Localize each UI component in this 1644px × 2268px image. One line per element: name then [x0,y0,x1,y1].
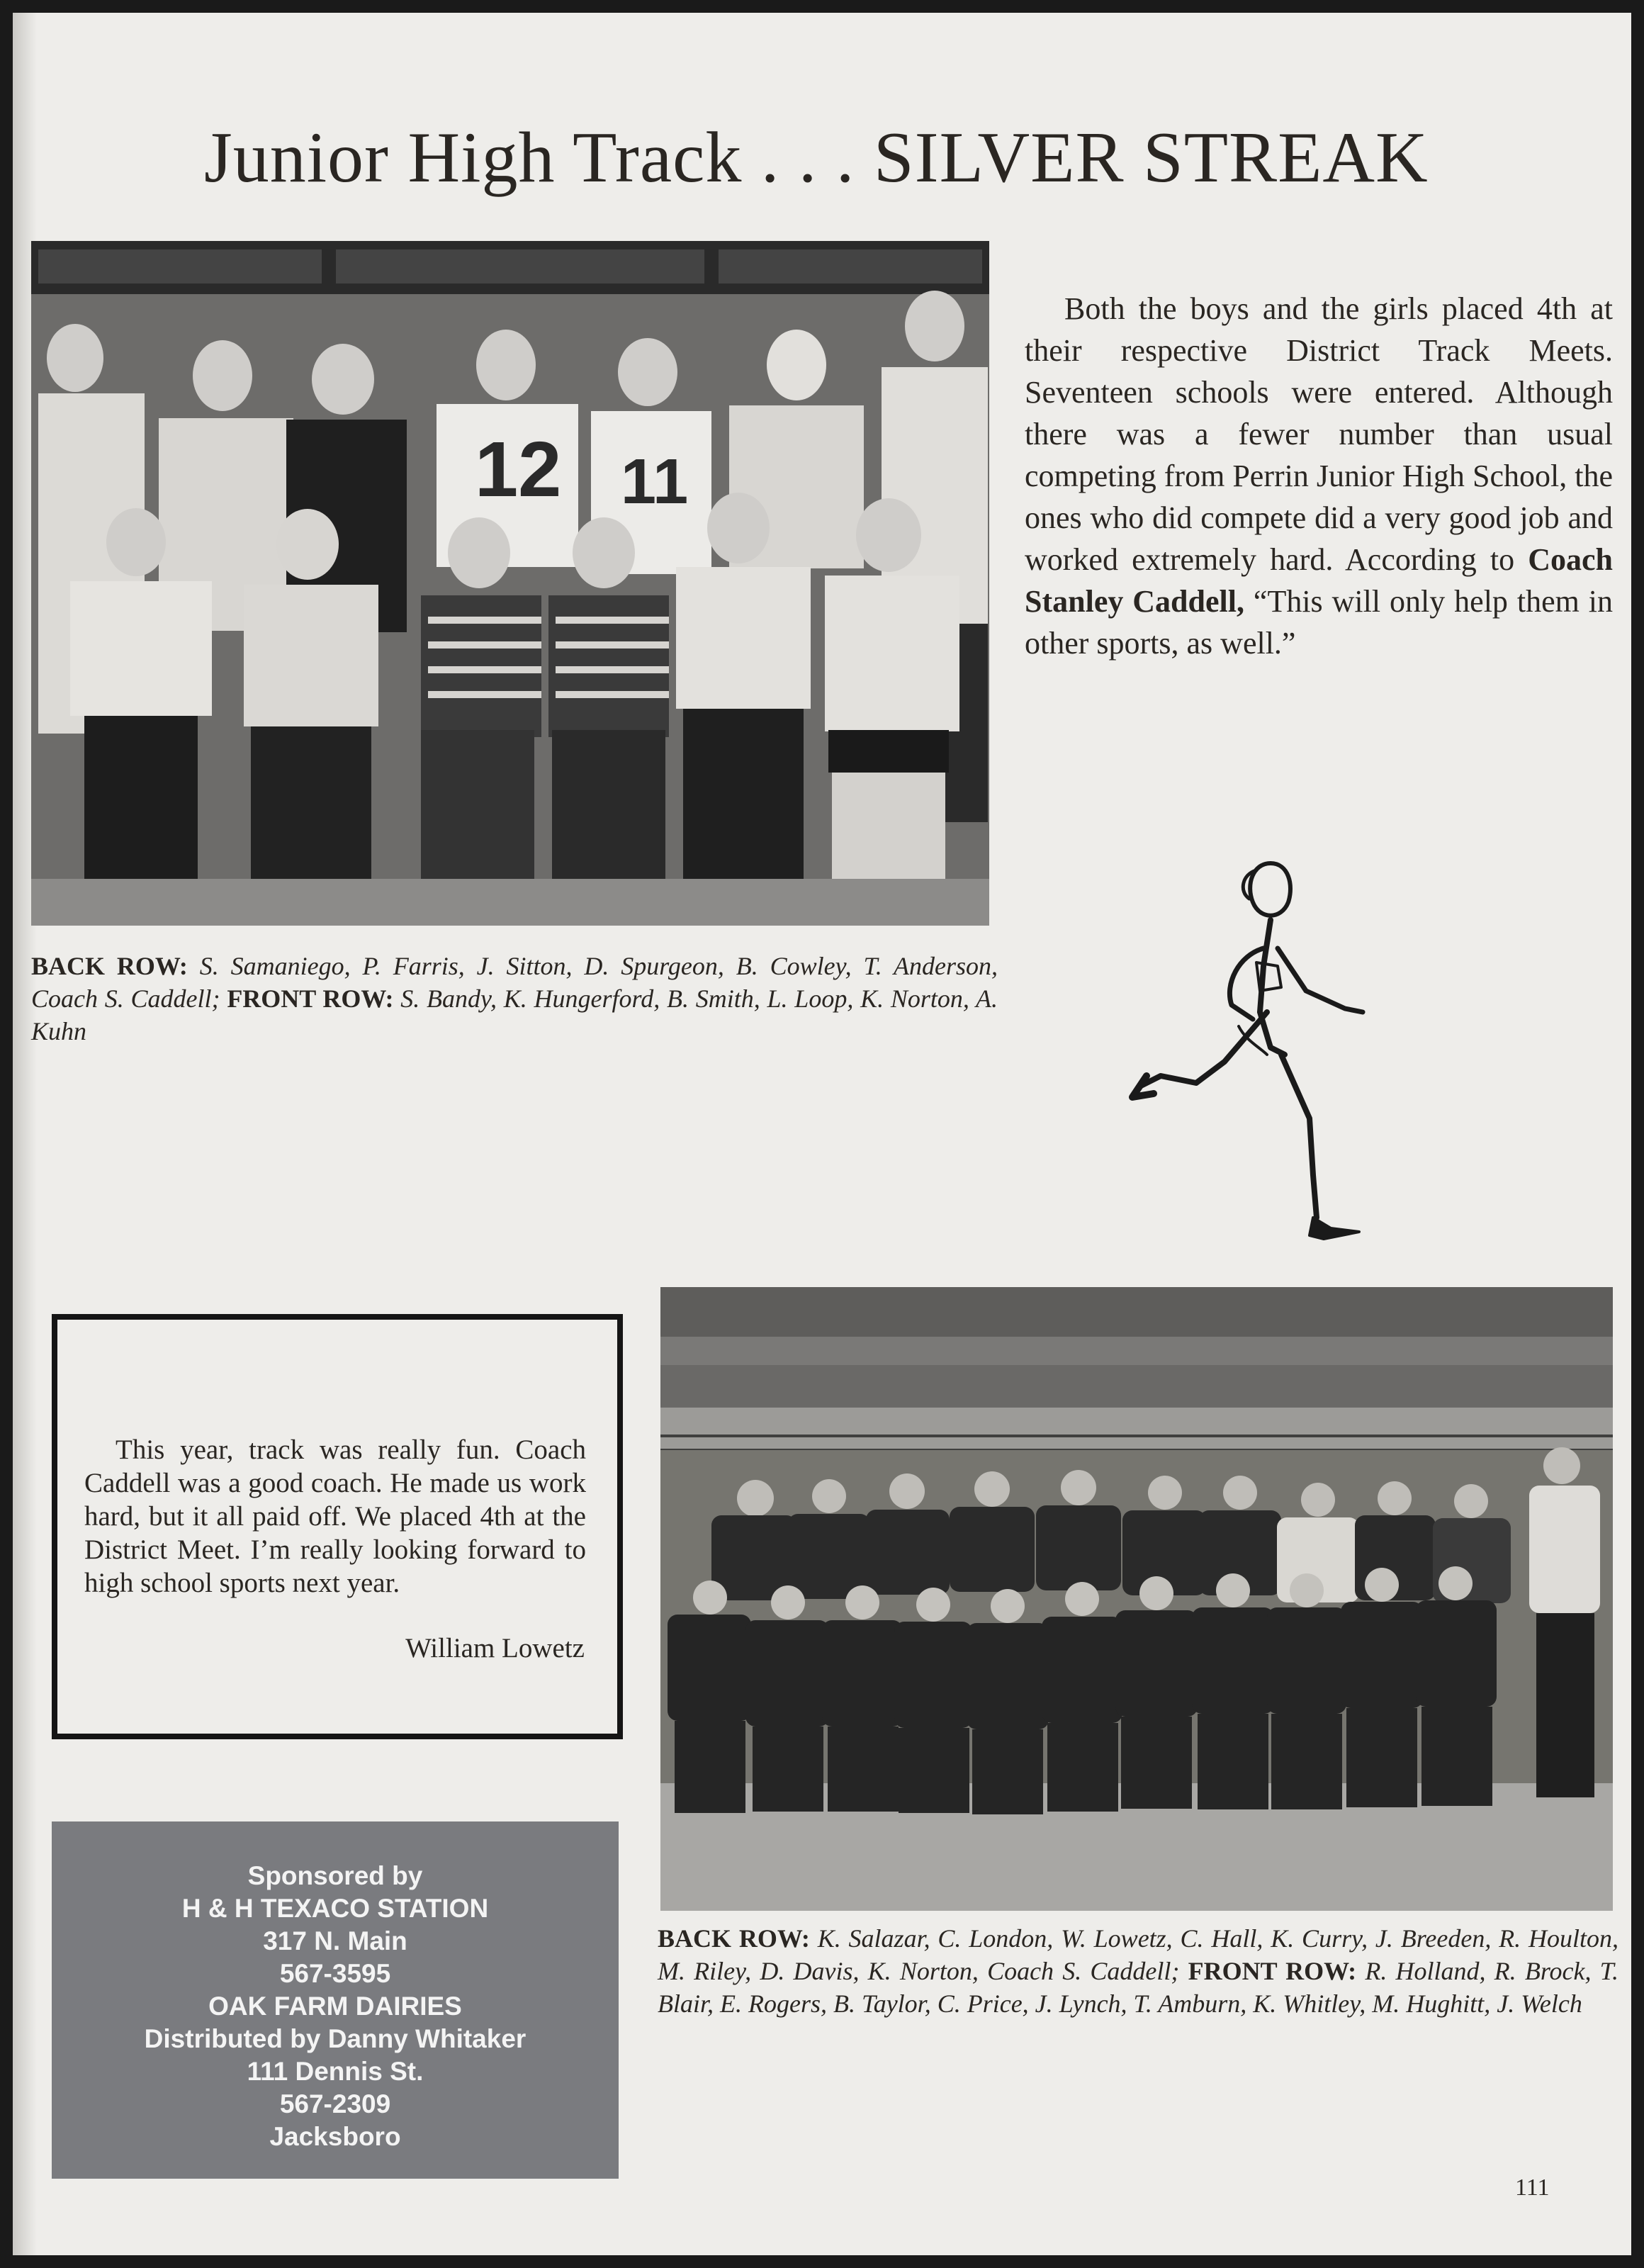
quote-author: William Lowetz [405,1633,585,1663]
caption-names: S. Bandy, K. Hungerford, B. Smith, L. Loop, K. Norton, A. Kuhn [31,984,998,1045]
caption-label: FRONT ROW: [227,984,394,1013]
caption-names: K. Salazar, C. London, W. Lowetz, C. Hall, K. Curry, J. Breeden, R. Houlton, M. Riley, D. Davis, K. Norton, Coach S. Caddell; [658,1924,1619,1985]
quote-paragraph: This year, track was really fun. Coach Caddell was a good coach. He made us work hard, but it all paid off. We placed 4th at the District Meet. I’m really looking forward to high school sports next year. [84,1435,586,1598]
sponsor-line: 111 Dennis St. [247,2057,424,2086]
page-number: 111 [1515,2174,1550,2201]
sponsor-line: Sponsored by [247,1861,423,1890]
caption-names: S. Samaniego, P. Farris, J. Sitton, D. Spurgeon, B. Cowley, T. Anderson, Coach S. Caddell; [31,952,998,1013]
jersey-number: 12 [475,426,562,513]
article-text [1025,288,1613,664]
quote-box [52,1314,623,1739]
caption-label: BACK ROW: [658,1924,810,1953]
caption-names: R. Holland, R. Brock, T. Blair, E. Rogers, B. Taylor, C. Price, J. Lynch, T. Amburn, K. Whitley, M. Hughitt, J. Welch [658,1957,1619,2018]
sponsor-line: 317 N. Main [263,1926,407,1955]
runner-illustration [1118,842,1387,1271]
article-paragraph: Both the boys and the girls placed 4th at their respective District Track Meets. Seventeen schools were entered. Although there was a fewer number than usual competing from Perrin Junior High School, the ones who did compete did a very good job and worked extremely hard. According to [1025,291,1613,577]
boys-team-photo [660,1287,1613,1911]
caption-label: FRONT ROW: [1188,1957,1357,1985]
article-paragraph-end: “This will only help them in other sports, as well.” [1025,584,1613,661]
jersey-number: 11 [621,447,689,517]
page-title: Junior High Track . . . SILVER STREAK [204,118,1429,198]
sponsor-line: 567-2309 [279,2089,391,2118]
boys-photo-caption [658,1922,1618,2020]
sponsor-line: Distributed by Danny Whitaker [144,2024,527,2053]
sponsor-line: Jacksboro [269,2122,401,2151]
girls-team-photo [31,241,989,926]
sponsor-line: 567-3595 [279,1959,391,1988]
sponsor-line: H & H TEXACO STATION [181,1894,489,1923]
article-bold-name: Coach Stanley Caddell, [1025,542,1613,619]
quote-text [84,1433,586,1600]
caption-label: BACK ROW: [31,952,188,980]
sponsor-line: OAK FARM DAIRIES [208,1992,462,2021]
girls-photo-caption [31,950,998,1048]
sponsor-ad [52,1821,619,2179]
yearbook-page [13,13,1631,2255]
